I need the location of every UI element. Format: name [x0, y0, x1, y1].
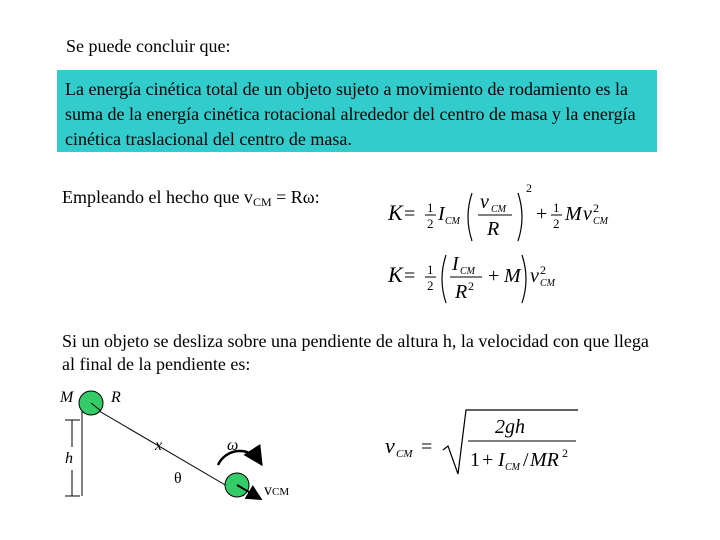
rotation-arrow	[218, 451, 260, 465]
eq2-v-exp: 2	[540, 263, 546, 277]
eq2-k: K	[388, 262, 403, 287]
eq3-plus: +	[482, 449, 494, 471]
velocity-label-v: v	[264, 482, 272, 499]
eq1-v2-exp: 2	[593, 201, 599, 215]
lead-suffix: :	[314, 187, 320, 207]
equation-3	[380, 400, 590, 480]
equation-1	[380, 180, 620, 246]
eq2-half-den: 2	[427, 278, 434, 293]
radius-label: R	[111, 389, 121, 406]
eq1-paren-left	[468, 193, 472, 241]
eq1-plus: +	[536, 203, 548, 225]
eq2-v: v	[530, 265, 539, 287]
eq1-half-den: 2	[427, 216, 434, 231]
eq2-paren-left	[442, 255, 446, 303]
eq1-v-sub: CM	[491, 204, 506, 215]
eq3-v: v	[385, 433, 395, 458]
eq3-exp: 2	[562, 446, 568, 460]
eq2-v-sub: CM	[540, 278, 555, 289]
lead-prefix: Empleando el hecho que v	[62, 187, 253, 207]
distance-label: x	[155, 437, 163, 454]
incline-line	[82, 401, 244, 496]
eq1-r: R	[487, 218, 500, 240]
eq1-v2-sub: CM	[593, 216, 608, 227]
angle-label: θ	[174, 470, 182, 487]
eq3-i-sub: CM	[505, 462, 520, 473]
velocity-label-sub: CM	[272, 486, 290, 498]
eq2-m: M	[504, 265, 521, 287]
lead-sub: CM	[252, 195, 272, 209]
eq2-plus: +	[488, 265, 500, 287]
eq3-num: 2gh	[495, 416, 525, 438]
eq3-slash: /	[523, 449, 529, 471]
eq1-half-den-2: 2	[553, 216, 560, 231]
height-label: h	[65, 450, 73, 467]
eq2-paren-right	[522, 255, 526, 303]
eq1-exp: 2	[526, 181, 532, 195]
eq3-i: I	[498, 449, 505, 471]
eq3-v-sub: CM	[396, 448, 413, 460]
eq1-half-num: 1	[427, 200, 434, 215]
eq2-i-sub: CM	[460, 266, 475, 277]
eq1-paren-right	[518, 193, 522, 241]
velocity-label	[264, 482, 289, 499]
eq2-r: R	[455, 281, 468, 303]
eq1-v2: v	[583, 203, 592, 225]
eq1-i: I	[438, 203, 445, 225]
highlight-box	[57, 70, 657, 152]
eq3-equals: =	[421, 436, 433, 458]
eq2-i: I	[452, 253, 459, 275]
eq1-v: v	[480, 191, 489, 213]
incline-paragraph: Si un objeto se desliza sobre una pendiente de altura h, la velocidad con que llega al final de la pendiente es:	[62, 331, 649, 374]
box-text: La energía cinética total de un objeto sujeto a movimiento de rodamiento es la suma de la energía cinética rotacional alrededor del centro de masa y la energía cinética traslacional del centro de masa.	[65, 79, 636, 149]
equation-2	[380, 242, 600, 308]
eq1-k: K	[388, 200, 403, 225]
eq1-i-sub: CM	[445, 216, 460, 227]
eq2-half-num: 1	[427, 262, 434, 277]
omega-label: ω	[227, 437, 239, 454]
eq3-mr: MR	[530, 449, 559, 471]
lead-omega: ω	[302, 187, 315, 207]
eq2-equals: =	[404, 265, 416, 287]
eq1-half-num-2: 1	[553, 200, 560, 215]
incline-diagram	[55, 382, 315, 512]
eq2-r-exp: 2	[468, 279, 474, 293]
eq3-one: 1	[470, 449, 480, 471]
eq1-equals: =	[404, 203, 416, 225]
lead-middle: = R	[271, 187, 303, 207]
eq1-m: M	[565, 203, 582, 225]
lead-text	[62, 187, 320, 210]
intro-text: Se puede concluir que:	[66, 36, 231, 56]
mass-label: M	[60, 389, 74, 406]
